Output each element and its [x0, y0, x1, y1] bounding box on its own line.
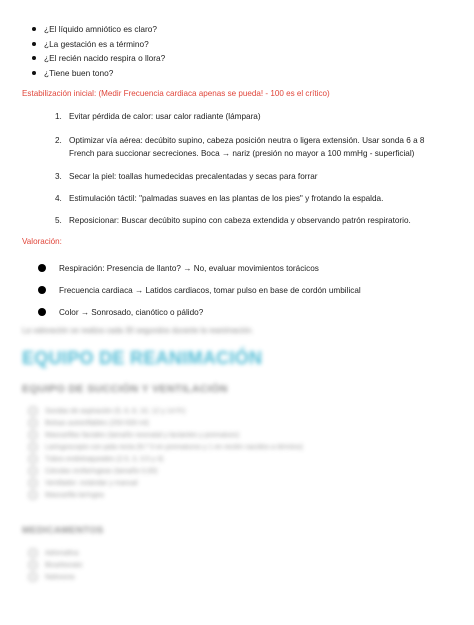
stabilization-heading: Estabilización inicial: (Medir Frecuencia cardiaca apenas se pueda! - 100 es el crítico)	[22, 89, 330, 98]
list-item: Mascarillas faciales (tamaño neonatal y lactantes y prematuro)	[28, 429, 303, 441]
list-item: Cánulas orofaríngeas (tamaño 0,00)	[28, 465, 303, 477]
list-item: Bicarbonato	[28, 559, 82, 571]
stabilization-steps	[55, 110, 445, 236]
list-item: ¿El recién nacido respira o llora?	[30, 51, 165, 66]
circle-bullet-icon	[28, 418, 38, 428]
step-item: 2. Optimizar vía aérea: decúbito supino, cabeza posición neutra o ligera extensión. Usar sonda 6 a 8 French para succionar secreciones. Boca → nariz (presión no mayor a 100 mmHg - superficial)	[55, 136, 425, 159]
circle-bullet-icon	[28, 466, 38, 476]
list-item: Laringoscopio con pala recta (N.º 0 en prematuros y 1 en recién nacidos a término)	[28, 441, 303, 453]
list-item: Frecuencia cardiaca → Latidos cardiacos, tomar pulso en base de cordón umbilical	[38, 279, 361, 301]
step-item: 5. Reposicionar: Buscar decúbito supino con cabeza extendida y observando patrón respiratorio.	[55, 216, 411, 226]
list-item: Naloxona	[28, 571, 82, 583]
circle-bullet-icon	[28, 478, 38, 488]
bullet-icon	[32, 27, 36, 31]
equipment-list	[28, 405, 303, 501]
bullet-icon	[38, 264, 46, 272]
valoracion-heading: Valoración:	[22, 237, 62, 246]
list-item: Bolsas autoinflables (250-500 ml)	[28, 417, 303, 429]
list-item: Color → Sonrosado, cianótico o pálido?	[38, 301, 361, 323]
bullet-icon	[38, 308, 46, 316]
medications-subtitle: MEDICAMENTOS	[22, 525, 104, 536]
step-item: 4. Estimulación táctil: "palmadas suaves en las plantas de los pies" y frotando la espalda.	[55, 193, 384, 203]
list-item: ¿La gestación es a término?	[30, 37, 165, 52]
bullet-icon	[32, 71, 36, 75]
circle-bullet-icon	[28, 548, 38, 558]
circle-bullet-icon	[28, 442, 38, 452]
list-item: Adrenalina	[28, 547, 82, 559]
valoracion-list	[38, 257, 361, 323]
list-item: Sondas de aspiración (5, 6, 8, 10, 12 y 14 Fr)	[28, 405, 303, 417]
list-item: ¿Tiene buen tono?	[30, 66, 165, 81]
intro-question-list	[30, 22, 165, 80]
equipment-title: EQUIPO DE REANIMACIÓN	[22, 348, 263, 368]
circle-bullet-icon	[28, 430, 38, 440]
blurred-note: La valoración se realiza cada 30 segundos durante la reanimación.	[22, 326, 254, 335]
bullet-icon	[32, 42, 36, 46]
list-item: Ventilador: estándar y manual	[28, 477, 303, 489]
step-item: 3. Secar la piel: toallas humedecidas precalentadas y secas para forrar	[55, 171, 318, 181]
bullet-icon	[38, 286, 46, 294]
medications-list	[28, 547, 82, 583]
circle-bullet-icon	[28, 572, 38, 582]
circle-bullet-icon	[28, 406, 38, 416]
list-item: Mascarilla laríngea	[28, 489, 303, 501]
list-item: ¿El líquido amniótico es claro?	[30, 22, 165, 37]
circle-bullet-icon	[28, 454, 38, 464]
list-item: Tubos endotraqueales (2.5, 3, 3.5 y 4)	[28, 453, 303, 465]
list-item: Respiración: Presencia de llanto? → No, evaluar movimientos torácicos	[38, 257, 361, 279]
step-item: 1. Evitar pérdida de calor: usar calor radiante (lámpara)	[55, 112, 261, 121]
circle-bullet-icon	[28, 560, 38, 570]
bullet-icon	[32, 56, 36, 60]
equipment-subtitle: EQUIPO DE SUCCIÓN Y VENTILACIÓN	[22, 383, 228, 395]
circle-bullet-icon	[28, 490, 38, 500]
